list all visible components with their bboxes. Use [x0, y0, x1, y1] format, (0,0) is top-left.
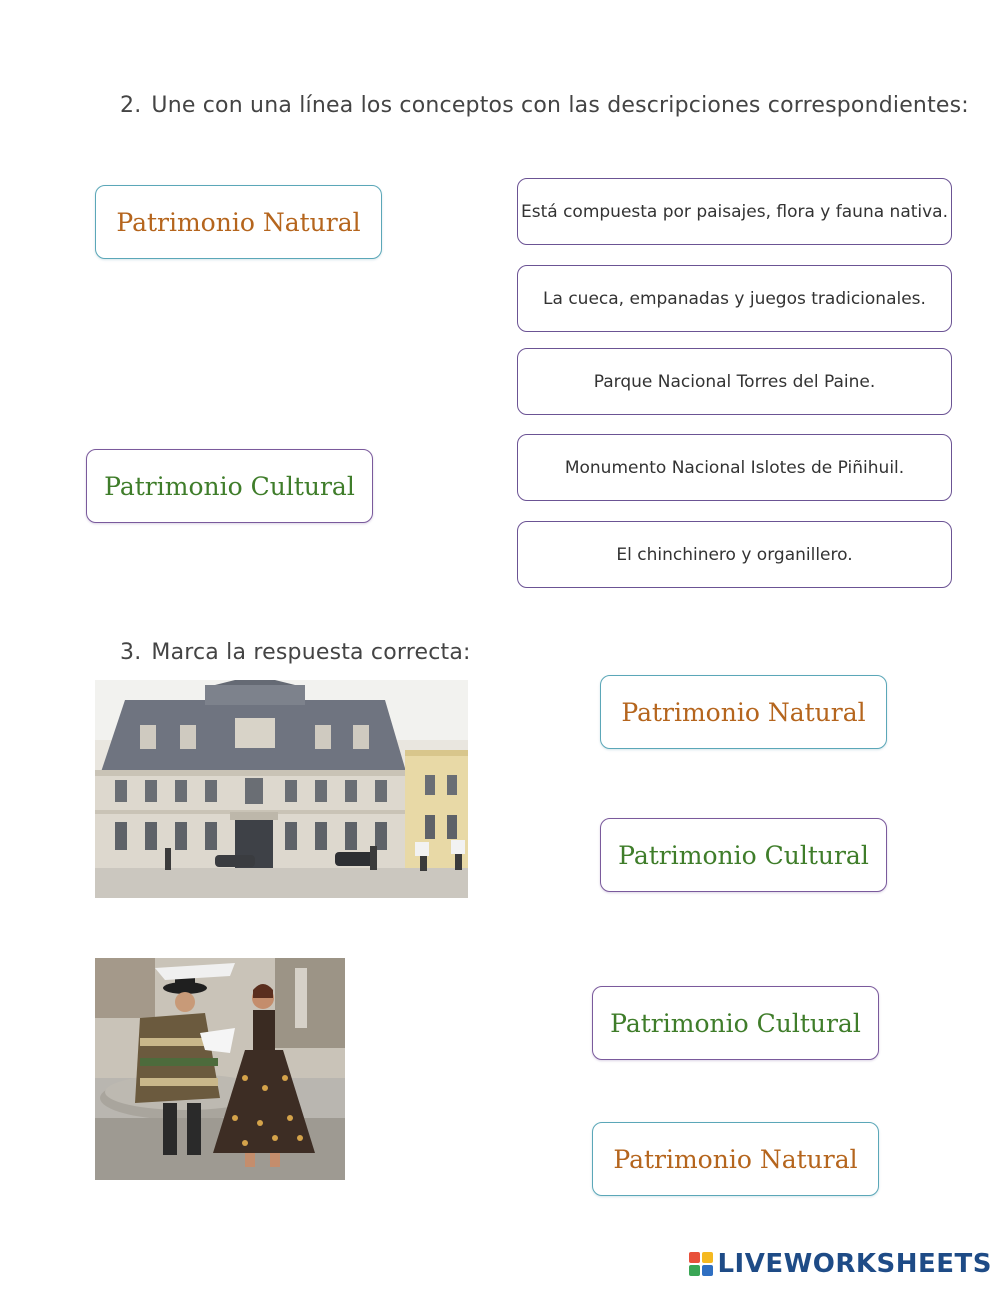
description-text-1: Está compuesta por paisajes, flora y fauna nativa. [520, 201, 949, 222]
q1-option-cultural-label: Patrimonio Cultural [618, 840, 869, 870]
description-box-4[interactable] [517, 434, 952, 501]
section-3-instruction [120, 640, 471, 665]
q1-option-natural-label: Patrimonio Natural [621, 697, 866, 727]
section-2-instruction-text: Une con una línea los conceptos con las descripciones correspondientes: [151, 93, 969, 118]
description-text-2: La cueca, empanadas y juegos tradicionales. [543, 288, 926, 309]
description-box-5[interactable] [517, 521, 952, 588]
concept-natural-label: Patrimonio Natural [116, 207, 361, 237]
section-2-number: 2. [120, 93, 142, 118]
description-text-3: Parque Nacional Torres del Paine. [593, 371, 876, 392]
section-3-instruction-text: Marca la respuesta correcta: [151, 640, 471, 665]
description-text-5: El chinchinero y organillero. [616, 544, 853, 565]
building-photo [95, 680, 468, 898]
concept-cultural-label: Patrimonio Cultural [104, 471, 355, 501]
q2-option-cultural[interactable] [592, 986, 879, 1060]
q1-option-cultural[interactable] [600, 818, 887, 892]
description-box-1[interactable] [517, 178, 952, 245]
q2-option-natural-label: Patrimonio Natural [613, 1144, 858, 1174]
description-text-4: Monumento Nacional Islotes de Piñihuil. [564, 457, 905, 478]
liveworksheets-logo[interactable] [689, 1249, 992, 1279]
section-3-number: 3. [120, 640, 142, 665]
logo-blocks-icon [689, 1252, 713, 1276]
q1-option-natural[interactable] [600, 675, 887, 749]
q2-option-cultural-label: Patrimonio Cultural [610, 1008, 861, 1038]
dancers-photo [95, 958, 345, 1180]
concept-cultural-box[interactable] [86, 449, 373, 523]
section-2-instruction [120, 93, 969, 118]
concept-natural-box[interactable] [95, 185, 382, 259]
description-box-3[interactable] [517, 348, 952, 415]
logo-text: LIVEWORKSHEETS [717, 1249, 992, 1279]
description-box-2[interactable] [517, 265, 952, 332]
q2-option-natural[interactable] [592, 1122, 879, 1196]
